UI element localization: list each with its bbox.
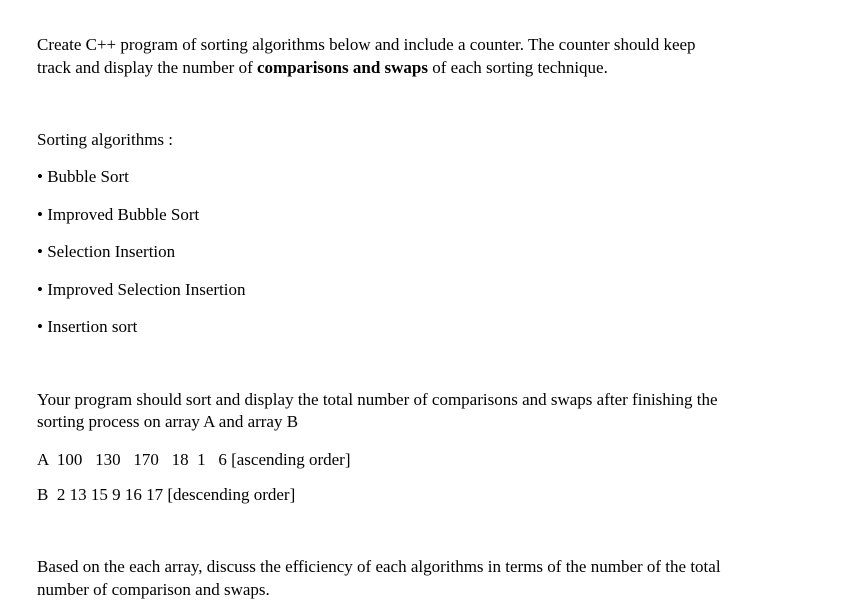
discussion-line-2: number of comparison and swaps.	[37, 580, 270, 599]
algorithms-heading: Sorting algorithms :	[37, 130, 173, 149]
bullet-icon: •	[37, 167, 43, 186]
list-item	[37, 167, 129, 187]
intro-text: track and display the number of	[37, 58, 257, 77]
intro-bold-text: comparisons and swaps	[257, 58, 428, 77]
intro-line-1: Create C++ program of sorting algorithms below and include a counter. The counter should keep	[37, 35, 696, 54]
list-item-label: Improved Selection Insertion	[47, 280, 246, 299]
array-a: A 100 130 170 18 1 6 [ascending order]	[37, 450, 351, 469]
task-line-1: Your program should sort and display the total number of comparisons and swaps after finishing the	[37, 390, 718, 409]
bullet-icon: •	[37, 317, 43, 336]
bullet-icon: •	[37, 242, 43, 261]
task-line-2: sorting process on array A and array B	[37, 412, 299, 431]
list-item	[37, 205, 199, 225]
discussion-line-1: Based on the each array, discuss the efficiency of each algorithms in terms of the number of the total	[37, 557, 721, 576]
intro-text-end: of each sorting technique.	[428, 58, 608, 77]
bullet-icon: •	[37, 280, 43, 299]
list-item	[37, 280, 245, 300]
list-item-label: Insertion sort	[47, 317, 138, 336]
list-item-label: Bubble Sort	[47, 167, 129, 186]
list-item-label: Improved Bubble Sort	[47, 205, 200, 224]
intro-line-2	[37, 58, 608, 78]
list-item-label: Selection Insertion	[47, 242, 176, 261]
bullet-icon: •	[37, 205, 43, 224]
array-b: B 2 13 15 9 16 17 [descending order]	[37, 485, 296, 504]
list-item	[37, 317, 137, 337]
list-item	[37, 242, 175, 262]
